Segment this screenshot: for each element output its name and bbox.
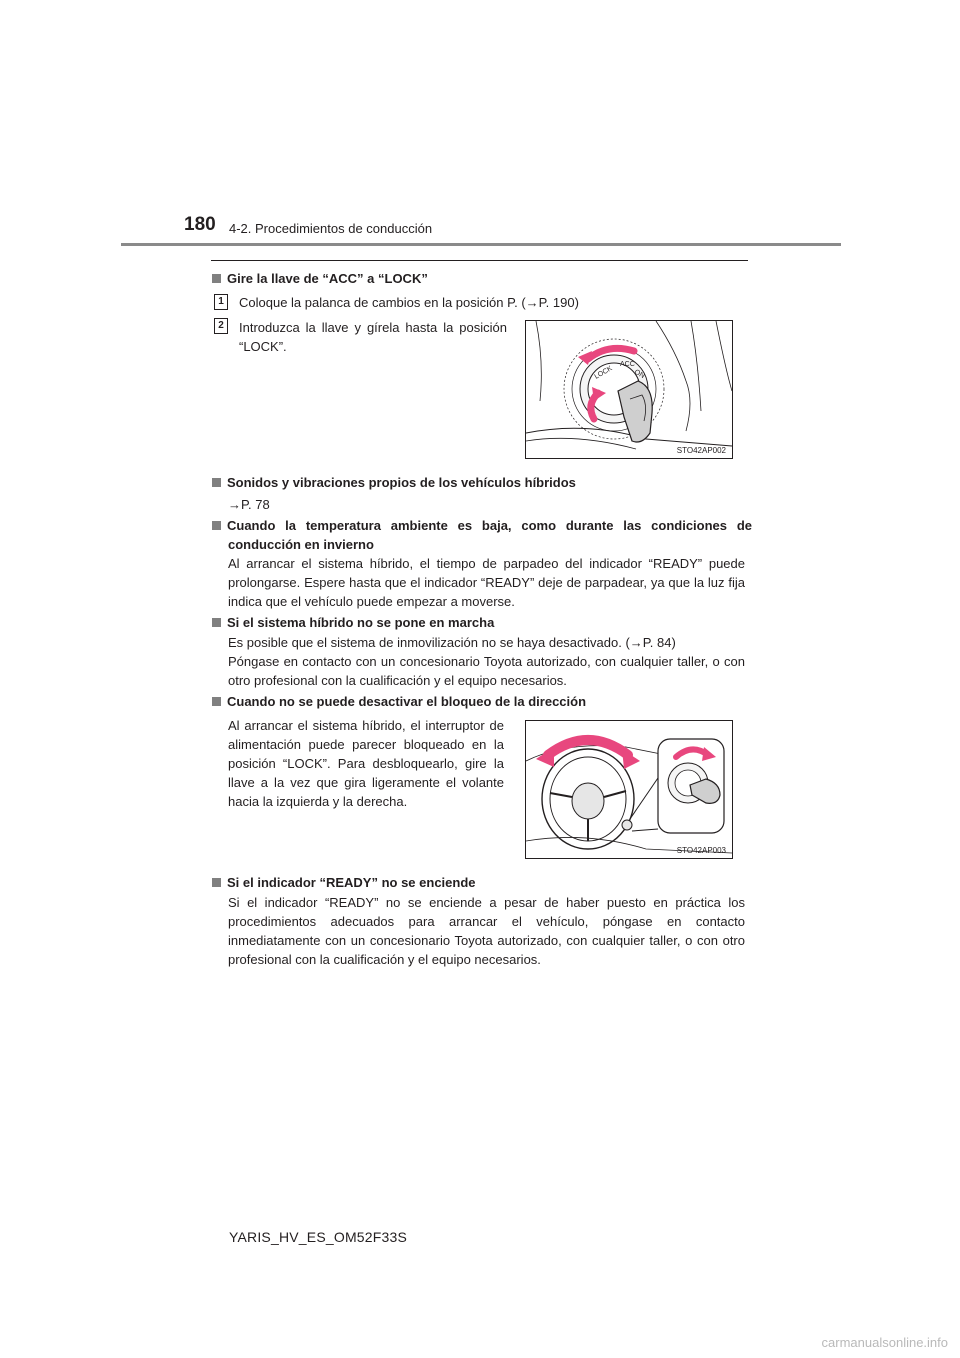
sounds-reference: →P. 78: [228, 497, 270, 512]
svg-text:LOCK: LOCK: [593, 365, 614, 381]
heading-cold: Cuando la temperatura ambiente es baja, como durante las condiciones de: [212, 516, 752, 535]
svg-text:ACC: ACC: [620, 361, 635, 368]
steering-wheel-illustration: [526, 721, 732, 858]
heading-cold-line2: conducción en invierno: [228, 537, 374, 552]
chapter-title: 4-2. Procedimientos de conducción: [229, 221, 433, 236]
page-number: 180: [184, 214, 216, 235]
no-start-line1: Es posible que el sistema de inmovilización no se haya desactivado. (→P. 84): [228, 635, 676, 650]
figure-code: STO42AP003: [676, 846, 726, 855]
step-number-2: 2: [214, 318, 228, 334]
heading-key-lock: Gire la llave de “ACC” a “LOCK”: [212, 269, 752, 288]
document-code: YARIS_HV_ES_OM52F33S: [229, 1229, 408, 1245]
section-divider: [211, 260, 748, 261]
bullet-square-icon: [212, 878, 221, 887]
cold-text: Al arrancar el sistema híbrido, el tiempo de parpadeo del indicador “READY” puede prolongarse. Espere hasta que el indicador “READY” deje de parpadear, ya que la luz fija indica que el vehículo puede empezar a moverse.: [228, 556, 745, 609]
heading-steering-lock: Cuando no se puede desactivar el bloqueo de la dirección: [212, 692, 752, 711]
bullet-square-icon: [212, 478, 221, 487]
svg-text:ON: ON: [633, 368, 646, 380]
heading-sounds: Sonidos y vibraciones propios de los vehículos híbridos: [212, 473, 752, 492]
figure-steering-wheel: [525, 720, 733, 859]
bullet-square-icon: [212, 697, 221, 706]
steering-lock-text: Al arrancar el sistema híbrido, el interruptor de alimentación puede parecer bloqueado en la posición “LOCK”. Para desbloquearlo, gire la llave a la vez que gira ligeramente el volante hacia la izquierda y la derecha.: [228, 718, 504, 809]
ready-text: Si el indicador “READY” no se enciende a pesar de haber puesto en práctica los procedimientos adecuados para arrancar el vehículo, póngase en contacto inmediatamente con un concesionario Toyota autorizado, con cualquier taller, o con otro profesional con la cualificación y el equipo necesarios.: [228, 895, 745, 967]
header-divider: [121, 243, 841, 246]
figure-code: STO42AP002: [676, 446, 726, 455]
no-start-line2: Póngase en contacto con un concesionario Toyota autorizado, con cualquier taller, o con otro profesional con la cualificación y el equipo necesarios.: [228, 654, 745, 688]
step-number-1: 1: [214, 294, 228, 310]
ignition-key-illustration: [526, 321, 732, 458]
figure-ignition-key: [525, 320, 733, 459]
bullet-square-icon: [212, 618, 221, 627]
watermark: carmanualsonline.info: [821, 1335, 948, 1350]
heading-no-start: Si el sistema híbrido no se pone en marcha: [212, 613, 752, 632]
step-1-text: Coloque la palanca de cambios en la posición P. (→P. 190): [239, 295, 579, 310]
bullet-square-icon: [212, 274, 221, 283]
heading-ready: Si el indicador “READY” no se enciende: [212, 873, 752, 892]
step-2-text: Introduzca la llave y gírela hasta la posición “LOCK”.: [239, 320, 507, 354]
bullet-square-icon: [212, 521, 221, 530]
